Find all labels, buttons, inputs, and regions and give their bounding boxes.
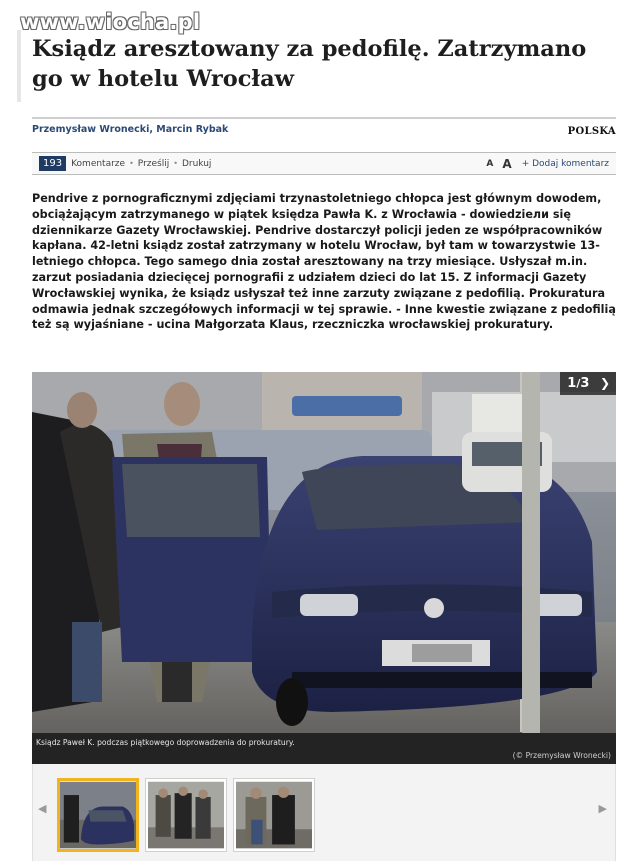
toolbar-separator: • <box>173 159 178 168</box>
publication-logo[interactable]: POLSKA <box>567 126 616 137</box>
print-link[interactable]: Drukuj <box>181 158 212 169</box>
gallery-current-index: 1 <box>567 376 577 391</box>
photo-caption: Ksiądz Paweł K. podczas piątkowego doprowadzenia do prokuratury. <box>36 738 295 747</box>
font-decrease-button[interactable]: A <box>486 158 494 169</box>
add-comment-link[interactable]: + Dodaj komentarz <box>521 158 609 169</box>
chevron-left-icon[interactable]: ◀ <box>38 802 47 815</box>
gallery-thumbnail-2[interactable] <box>145 778 227 852</box>
gallery-counter-slash: / <box>576 377 581 390</box>
thumbnail-car-image <box>60 781 136 849</box>
article-toolbar <box>32 152 616 175</box>
share-link[interactable]: Prześlij <box>137 158 170 169</box>
thumbnail-people-image <box>148 781 224 849</box>
site-watermark: www.wiocha.pl <box>20 10 201 34</box>
gallery-thumbnail-3[interactable] <box>233 778 315 852</box>
article-authors[interactable]: Przemysław Wronecki, Marcin Rybak <box>32 124 229 135</box>
toolbar-right-group <box>486 157 616 171</box>
article-title: Ksiądz aresztowany za pedofilę. Zatrzymano go w hotelu Wrocław <box>32 36 587 92</box>
article-lead: Pendrive z pornograficznymi zdjęciami trzynastoletniego chłopca jest głównym dowodem, obciążającym zatrzymanego w piątek księdza Pawła K. z Wrocławia - dowiedziели się dziennikarze Gazety Wrocławskiej. Pendrive dostarczył policji jeden ze współpracowników kapłana. 42-letni ksiądz został zatrzymany w hotelu Wrocław, był tam w towarzystwie 13-letniego chłopca. Tego samego dnia został aresztowany na trzy miesiące. Usłyszał m.in. zarzut posiadania dziecięcej pornografii z udziałem dzieci do lat 15. Z informacji Gazety Wrocławskiej wynika, że ksiądz usłyszał też inne zarzuty związane z pedofilią. Prokuratura odmawia jednak szczegółowych informacji w tej sprawie. - Inne kwestie związane z pedofilią też są wyjaśniane - ucina Małgorzata Klaus, rzeczniczka wrocławskiej prokuratury. <box>32 192 616 332</box>
gallery-caption-bar <box>32 733 616 764</box>
chevron-right-icon[interactable]: ▶ <box>598 802 607 815</box>
gallery-total-count: 3 <box>580 376 590 391</box>
left-decorative-rule <box>17 30 21 102</box>
gallery-main-photo <box>32 372 616 764</box>
comments-link[interactable]: Komentarze <box>71 158 126 169</box>
comment-count-badge[interactable]: 193 <box>39 156 66 171</box>
gallery-thumbnail-1[interactable] <box>57 778 139 852</box>
toolbar-separator: • <box>129 159 134 168</box>
photo-gallery[interactable] <box>32 372 616 764</box>
gallery-thumbnail-strip <box>32 764 616 861</box>
chevron-right-icon[interactable]: ❯ <box>599 376 610 390</box>
thumbnail-escort-image <box>236 781 312 849</box>
font-increase-button[interactable]: A <box>502 156 512 171</box>
photo-credit: (© Przemysław Wronecki) <box>512 751 611 760</box>
byline-divider <box>32 117 616 119</box>
gallery-counter[interactable] <box>560 372 616 395</box>
